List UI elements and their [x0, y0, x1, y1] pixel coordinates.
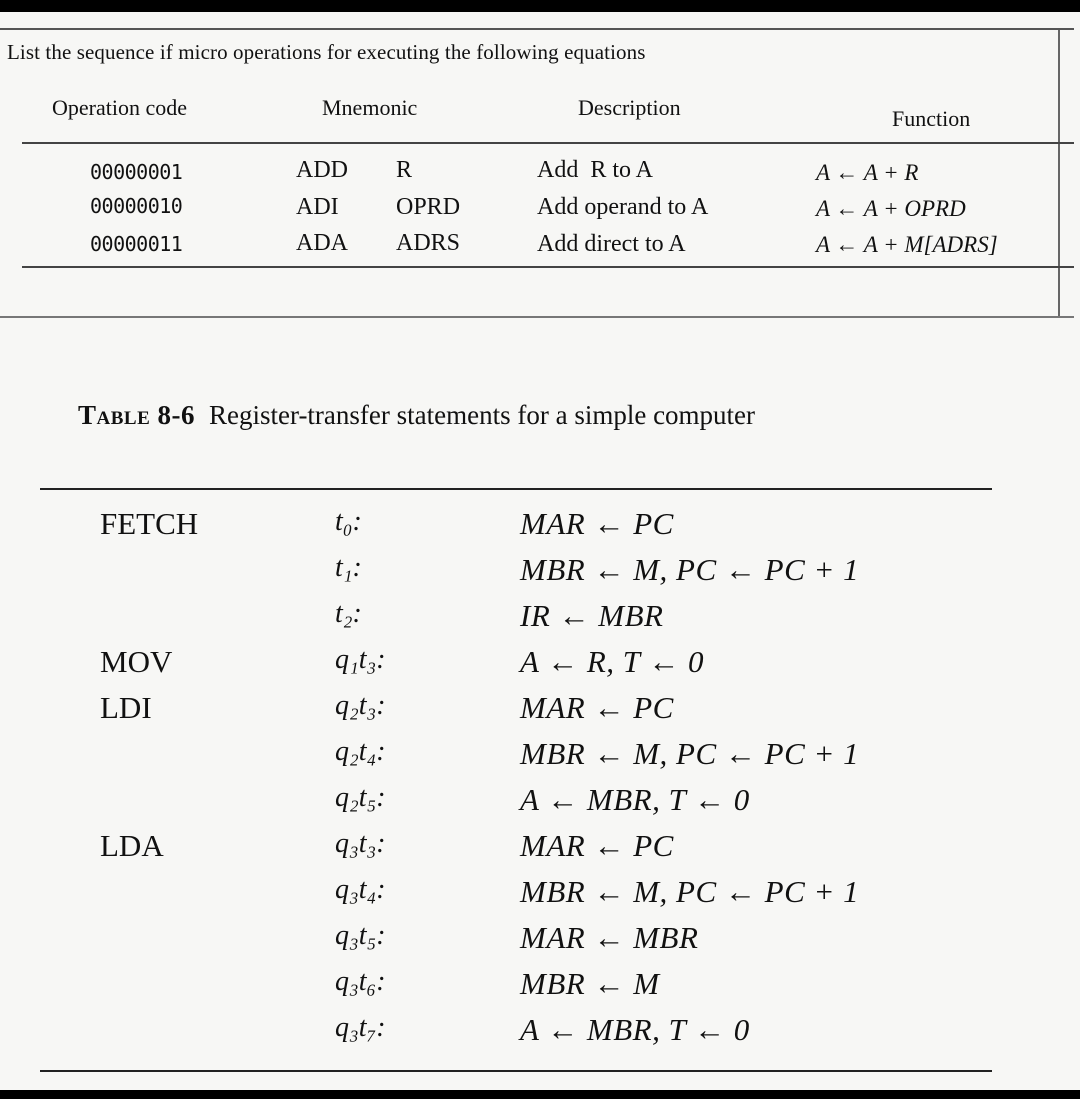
table-top-rule — [40, 488, 992, 490]
rt-timing: t₀: — [335, 506, 362, 537]
rt-row — [0, 920, 1080, 966]
rt-row — [0, 828, 1080, 874]
rt-row — [0, 552, 1080, 598]
rt-timing: t₁: — [335, 552, 362, 583]
row2-function: A ← A + OPRD — [816, 196, 966, 221]
row1-function: A ← A + R — [816, 160, 919, 185]
row1-description: Add R to A — [537, 157, 654, 183]
row3-opcode: 00000011 — [90, 232, 183, 256]
rt-statement: A ← MBR, T ← 0 — [520, 782, 750, 817]
document-page — [0, 12, 1080, 1090]
rt-timing: q₂t₄: — [335, 736, 386, 767]
rt-timing: q₃t₄: — [335, 874, 386, 905]
rt-statement: MAR ← PC — [520, 506, 674, 541]
rt-row — [0, 966, 1080, 1012]
rt-statement: MBR ← M, PC ← PC + 1 — [520, 874, 860, 909]
rt-row — [0, 782, 1080, 828]
rt-timing: q₃t₅: — [335, 920, 386, 951]
rt-row — [0, 690, 1080, 736]
rt-timing: q₂t₃: — [335, 690, 386, 721]
header-function: Function — [892, 106, 971, 131]
row2-description: Add operand to A — [537, 194, 709, 220]
row1-opcode: 00000001 — [90, 160, 183, 184]
header-opcode: Operation code — [52, 95, 187, 120]
bottom-black-bar — [0, 1090, 1080, 1099]
rt-timing: q₃t₇: — [335, 1012, 386, 1043]
row2-operand: OPRD — [396, 194, 461, 220]
rt-row — [0, 644, 1080, 690]
rt-label: LDI — [100, 690, 152, 725]
rt-row — [0, 1012, 1080, 1058]
rt-timing: q₃t₃: — [335, 828, 386, 859]
row3-function: A ← A + M[ADRS] — [816, 232, 998, 257]
right-border-line — [1058, 30, 1060, 316]
rt-timing: t₂: — [335, 598, 362, 629]
rt-statement: MBR ← M — [520, 966, 660, 1001]
header-description: Description — [578, 95, 681, 120]
row1-mnemonic: ADD — [296, 157, 348, 183]
table-bottom-rule — [22, 266, 1074, 268]
rt-statement: MAR ← PC — [520, 690, 674, 725]
header-mnemonic: Mnemonic — [322, 95, 418, 120]
rt-label: FETCH — [100, 506, 199, 541]
rt-timing: q₂t₅: — [335, 782, 386, 813]
rt-statement: MBR ← M, PC ← PC + 1 — [520, 552, 860, 587]
rt-statement: MAR ← PC — [520, 828, 674, 863]
table-title: Register-transfer statements for a simple computer — [209, 400, 756, 430]
rt-label: MOV — [100, 644, 173, 679]
rt-statement: IR ← MBR — [520, 598, 664, 633]
rt-statement: MBR ← M, PC ← PC + 1 — [520, 736, 860, 771]
rt-label: LDA — [100, 828, 164, 863]
rt-row — [0, 506, 1080, 552]
table-label: Table 8-6 — [78, 400, 195, 430]
question-prompt: List the sequence if micro operations for executing the following equations — [7, 40, 646, 64]
row1-operand: R — [396, 157, 413, 183]
rt-row — [0, 874, 1080, 920]
question-box — [0, 28, 1074, 318]
rt-timing: q₁t₃: — [335, 644, 386, 675]
row2-opcode: 00000010 — [90, 194, 183, 218]
row3-description: Add direct to A — [537, 231, 686, 257]
row3-mnemonic: ADA — [296, 230, 348, 256]
rt-timing: q₃t₆: — [335, 966, 386, 997]
rt-statement: A ← R, T ← 0 — [520, 644, 704, 679]
rt-row — [0, 736, 1080, 782]
header-rule — [22, 142, 1074, 144]
rt-row — [0, 598, 1080, 644]
row2-mnemonic: ADI — [296, 194, 339, 220]
rt-statement: MAR ← MBR — [520, 920, 699, 955]
table-caption — [78, 400, 755, 431]
table-bottom-rule — [40, 1070, 992, 1072]
row3-operand: ADRS — [396, 230, 461, 256]
rt-statement: A ← MBR, T ← 0 — [520, 1012, 750, 1047]
